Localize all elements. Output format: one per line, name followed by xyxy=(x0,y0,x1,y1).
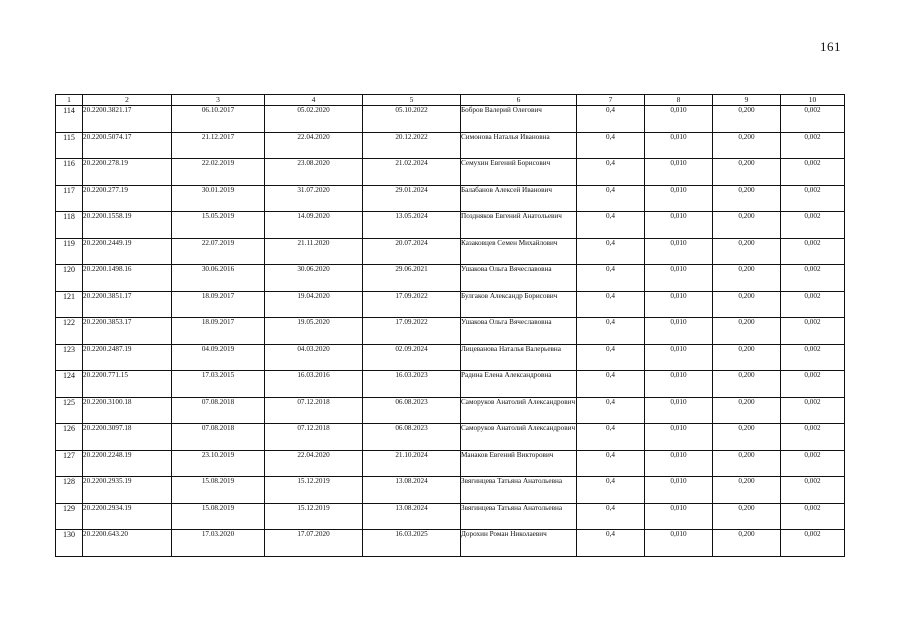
value-cell: 0,002 xyxy=(781,238,845,265)
person-name-cell: Лицеванова Наталья Валерьевна xyxy=(461,344,577,371)
value-cell: 0,002 xyxy=(781,212,845,239)
value-cell: 0,200 xyxy=(713,477,781,504)
date-cell: 21.12.2017 xyxy=(172,132,265,159)
date-cell: 05.02.2020 xyxy=(265,106,363,133)
person-name-cell: Радина Елена Александровна xyxy=(461,371,577,398)
value-cell: 0,002 xyxy=(781,265,845,292)
date-cell: 18.09.2017 xyxy=(172,318,265,345)
row-number-cell: 121 xyxy=(56,291,83,318)
table-row xyxy=(56,424,845,451)
row-number-cell: 117 xyxy=(56,185,83,212)
value-cell: 0,002 xyxy=(781,291,845,318)
date-cell: 06.08.2023 xyxy=(363,424,461,451)
value-cell: 0,4 xyxy=(577,185,645,212)
value-cell: 0,010 xyxy=(645,477,713,504)
table-row xyxy=(56,530,845,557)
date-cell: 15.12.2019 xyxy=(265,503,363,530)
registration-number-cell: 20.2200.1558.19 xyxy=(83,212,172,239)
value-cell: 0,4 xyxy=(577,344,645,371)
column-header: 2 xyxy=(83,95,172,106)
value-cell: 0,4 xyxy=(577,371,645,398)
date-cell: 13.05.2024 xyxy=(363,212,461,239)
value-cell: 0,002 xyxy=(781,318,845,345)
date-cell: 17.03.2020 xyxy=(172,530,265,557)
date-cell: 22.04.2020 xyxy=(265,132,363,159)
table-row xyxy=(56,185,845,212)
date-cell: 22.04.2020 xyxy=(265,450,363,477)
value-cell: 0,200 xyxy=(713,132,781,159)
person-name-cell: Поздняков Евгений Анатольевич xyxy=(461,212,577,239)
date-cell: 30.06.2020 xyxy=(265,265,363,292)
value-cell: 0,4 xyxy=(577,291,645,318)
value-cell: 0,4 xyxy=(577,132,645,159)
date-cell: 15.05.2019 xyxy=(172,212,265,239)
value-cell: 0,010 xyxy=(645,185,713,212)
date-cell: 19.05.2020 xyxy=(265,318,363,345)
table-row xyxy=(56,318,845,345)
table-row xyxy=(56,212,845,239)
date-cell: 20.12.2022 xyxy=(363,132,461,159)
value-cell: 0,010 xyxy=(645,397,713,424)
value-cell: 0,200 xyxy=(713,371,781,398)
date-cell: 05.10.2022 xyxy=(363,106,461,133)
value-cell: 0,010 xyxy=(645,424,713,451)
value-cell: 0,200 xyxy=(713,106,781,133)
table-body xyxy=(56,106,845,557)
table-row xyxy=(56,344,845,371)
date-cell: 21.10.2024 xyxy=(363,450,461,477)
person-name-cell: Ушакова Ольга Вячеславовна xyxy=(461,318,577,345)
date-cell: 23.08.2020 xyxy=(265,159,363,186)
value-cell: 0,200 xyxy=(713,159,781,186)
value-cell: 0,4 xyxy=(577,265,645,292)
value-cell: 0,002 xyxy=(781,397,845,424)
column-header: 10 xyxy=(781,95,845,106)
value-cell: 0,200 xyxy=(713,291,781,318)
date-cell: 17.03.2015 xyxy=(172,371,265,398)
value-cell: 0,002 xyxy=(781,450,845,477)
value-cell: 0,010 xyxy=(645,106,713,133)
value-cell: 0,200 xyxy=(713,212,781,239)
date-cell: 17.07.2020 xyxy=(265,530,363,557)
date-cell: 18.09.2017 xyxy=(172,291,265,318)
value-cell: 0,4 xyxy=(577,106,645,133)
value-cell: 0,010 xyxy=(645,318,713,345)
date-cell: 15.08.2019 xyxy=(172,477,265,504)
value-cell: 0,010 xyxy=(645,450,713,477)
registration-number-cell: 20.2200.278.19 xyxy=(83,159,172,186)
date-cell: 06.10.2017 xyxy=(172,106,265,133)
value-cell: 0,002 xyxy=(781,132,845,159)
value-cell: 0,002 xyxy=(781,106,845,133)
value-cell: 0,4 xyxy=(577,238,645,265)
date-cell: 15.12.2019 xyxy=(265,477,363,504)
date-cell: 22.07.2019 xyxy=(172,238,265,265)
table-row xyxy=(56,397,845,424)
value-cell: 0,002 xyxy=(781,159,845,186)
date-cell: 29.06.2021 xyxy=(363,265,461,292)
date-cell: 07.08.2018 xyxy=(172,397,265,424)
date-cell: 16.03.2016 xyxy=(265,371,363,398)
row-number-cell: 116 xyxy=(56,159,83,186)
table-row xyxy=(56,477,845,504)
person-name-cell: Ушакова Ольга Вячеславовна xyxy=(461,265,577,292)
registration-number-cell: 20.2200.3100.18 xyxy=(83,397,172,424)
date-cell: 15.08.2019 xyxy=(172,503,265,530)
page-number: 161 xyxy=(820,39,841,54)
value-cell: 0,4 xyxy=(577,530,645,557)
registration-number-cell: 20.2200.277.19 xyxy=(83,185,172,212)
value-cell: 0,010 xyxy=(645,503,713,530)
value-cell: 0,010 xyxy=(645,238,713,265)
date-cell: 02.09.2024 xyxy=(363,344,461,371)
row-number-cell: 123 xyxy=(56,344,83,371)
person-name-cell: Булгаков Александр Борисович xyxy=(461,291,577,318)
value-cell: 0,010 xyxy=(645,371,713,398)
column-header: 7 xyxy=(577,95,645,106)
registration-number-cell: 20.2200.2935.19 xyxy=(83,477,172,504)
column-header: 9 xyxy=(713,95,781,106)
registration-number-cell: 20.2200.2487.19 xyxy=(83,344,172,371)
registration-number-cell: 20.2200.2449.19 xyxy=(83,238,172,265)
table-row xyxy=(56,238,845,265)
date-cell: 22.02.2019 xyxy=(172,159,265,186)
value-cell: 0,4 xyxy=(577,477,645,504)
value-cell: 0,002 xyxy=(781,503,845,530)
date-cell: 13.08.2024 xyxy=(363,477,461,504)
row-number-cell: 128 xyxy=(56,477,83,504)
person-name-cell: Балабанов Алексей Иванович xyxy=(461,185,577,212)
value-cell: 0,002 xyxy=(781,477,845,504)
value-cell: 0,002 xyxy=(781,185,845,212)
value-cell: 0,200 xyxy=(713,185,781,212)
registration-number-cell: 20.2200.2248.19 xyxy=(83,450,172,477)
registration-number-cell: 20.2200.3821.17 xyxy=(83,106,172,133)
date-cell: 17.09.2022 xyxy=(363,318,461,345)
value-cell: 0,200 xyxy=(713,397,781,424)
date-cell: 13.08.2024 xyxy=(363,503,461,530)
registration-number-cell: 20.2200.3097.18 xyxy=(83,424,172,451)
value-cell: 0,200 xyxy=(713,424,781,451)
column-header: 6 xyxy=(461,95,577,106)
table-row xyxy=(56,265,845,292)
row-number-cell: 124 xyxy=(56,371,83,398)
row-number-cell: 119 xyxy=(56,238,83,265)
value-cell: 0,200 xyxy=(713,238,781,265)
date-cell: 19.04.2020 xyxy=(265,291,363,318)
column-header: 8 xyxy=(645,95,713,106)
date-cell: 04.03.2020 xyxy=(265,344,363,371)
registration-number-cell: 20.2200.3851.17 xyxy=(83,291,172,318)
column-header: 4 xyxy=(265,95,363,106)
date-cell: 30.01.2019 xyxy=(172,185,265,212)
row-number-cell: 114 xyxy=(56,106,83,133)
row-number-cell: 118 xyxy=(56,212,83,239)
date-cell: 16.03.2025 xyxy=(363,530,461,557)
value-cell: 0,200 xyxy=(713,503,781,530)
row-number-cell: 120 xyxy=(56,265,83,292)
table-row xyxy=(56,132,845,159)
person-name-cell: Бобров Валерий Олегович xyxy=(461,106,577,133)
value-cell: 0,4 xyxy=(577,503,645,530)
table-row xyxy=(56,371,845,398)
registration-number-cell: 20.2200.5074.17 xyxy=(83,132,172,159)
value-cell: 0,4 xyxy=(577,397,645,424)
value-cell: 0,002 xyxy=(781,344,845,371)
date-cell: 07.08.2018 xyxy=(172,424,265,451)
person-name-cell: Симонова Наталья Ивановна xyxy=(461,132,577,159)
value-cell: 0,002 xyxy=(781,530,845,557)
value-cell: 0,010 xyxy=(645,530,713,557)
date-cell: 04.09.2019 xyxy=(172,344,265,371)
person-name-cell: Звягинцева Татьяна Анатольевна xyxy=(461,477,577,504)
date-cell: 14.09.2020 xyxy=(265,212,363,239)
date-cell: 20.07.2024 xyxy=(363,238,461,265)
column-header: 3 xyxy=(172,95,265,106)
value-cell: 0,200 xyxy=(713,450,781,477)
value-cell: 0,200 xyxy=(713,530,781,557)
value-cell: 0,4 xyxy=(577,318,645,345)
date-cell: 31.07.2020 xyxy=(265,185,363,212)
registration-number-cell: 20.2200.3853.17 xyxy=(83,318,172,345)
row-number-cell: 130 xyxy=(56,530,83,557)
row-number-cell: 129 xyxy=(56,503,83,530)
value-cell: 0,200 xyxy=(713,344,781,371)
date-cell: 21.11.2020 xyxy=(265,238,363,265)
registration-number-cell: 20.2200.771.15 xyxy=(83,371,172,398)
table-row xyxy=(56,291,845,318)
registration-number-cell: 20.2200.1498.16 xyxy=(83,265,172,292)
date-cell: 06.08.2023 xyxy=(363,397,461,424)
date-cell: 07.12.2018 xyxy=(265,424,363,451)
date-cell: 23.10.2019 xyxy=(172,450,265,477)
person-name-cell: Дорохин Роман Николаевич xyxy=(461,530,577,557)
date-cell: 29.01.2024 xyxy=(363,185,461,212)
row-number-cell: 127 xyxy=(56,450,83,477)
value-cell: 0,010 xyxy=(645,291,713,318)
table-row xyxy=(56,450,845,477)
date-cell: 07.12.2018 xyxy=(265,397,363,424)
value-cell: 0,010 xyxy=(645,344,713,371)
person-name-cell: Казаковцев Семен Михайлович xyxy=(461,238,577,265)
column-header: 1 xyxy=(56,95,83,106)
person-name-cell: Саморуков Анатолий Александрович xyxy=(461,397,577,424)
row-number-cell: 122 xyxy=(56,318,83,345)
table-row xyxy=(56,106,845,133)
value-cell: 0,4 xyxy=(577,450,645,477)
table-row xyxy=(56,503,845,530)
row-number-cell: 115 xyxy=(56,132,83,159)
value-cell: 0,4 xyxy=(577,212,645,239)
header-row xyxy=(56,95,845,106)
person-name-cell: Семухин Евгений Борисович xyxy=(461,159,577,186)
register-table xyxy=(55,94,845,557)
value-cell: 0,200 xyxy=(713,318,781,345)
person-name-cell: Саморуков Анатолий Александрович xyxy=(461,424,577,451)
value-cell: 0,010 xyxy=(645,132,713,159)
date-cell: 17.09.2022 xyxy=(363,291,461,318)
value-cell: 0,002 xyxy=(781,371,845,398)
date-cell: 30.06.2016 xyxy=(172,265,265,292)
column-header: 5 xyxy=(363,95,461,106)
person-name-cell: Манаков Евгений Викторович xyxy=(461,450,577,477)
table-row xyxy=(56,159,845,186)
value-cell: 0,010 xyxy=(645,212,713,239)
row-number-cell: 125 xyxy=(56,397,83,424)
registration-number-cell: 20.2200.2934.19 xyxy=(83,503,172,530)
registration-number-cell: 20.2200.643.20 xyxy=(83,530,172,557)
row-number-cell: 126 xyxy=(56,424,83,451)
value-cell: 0,010 xyxy=(645,265,713,292)
value-cell: 0,200 xyxy=(713,265,781,292)
date-cell: 21.02.2024 xyxy=(363,159,461,186)
person-name-cell: Звягинцева Татьяна Анатольевна xyxy=(461,503,577,530)
date-cell: 16.03.2023 xyxy=(363,371,461,398)
value-cell: 0,010 xyxy=(645,159,713,186)
value-cell: 0,4 xyxy=(577,424,645,451)
value-cell: 0,002 xyxy=(781,424,845,451)
value-cell: 0,4 xyxy=(577,159,645,186)
